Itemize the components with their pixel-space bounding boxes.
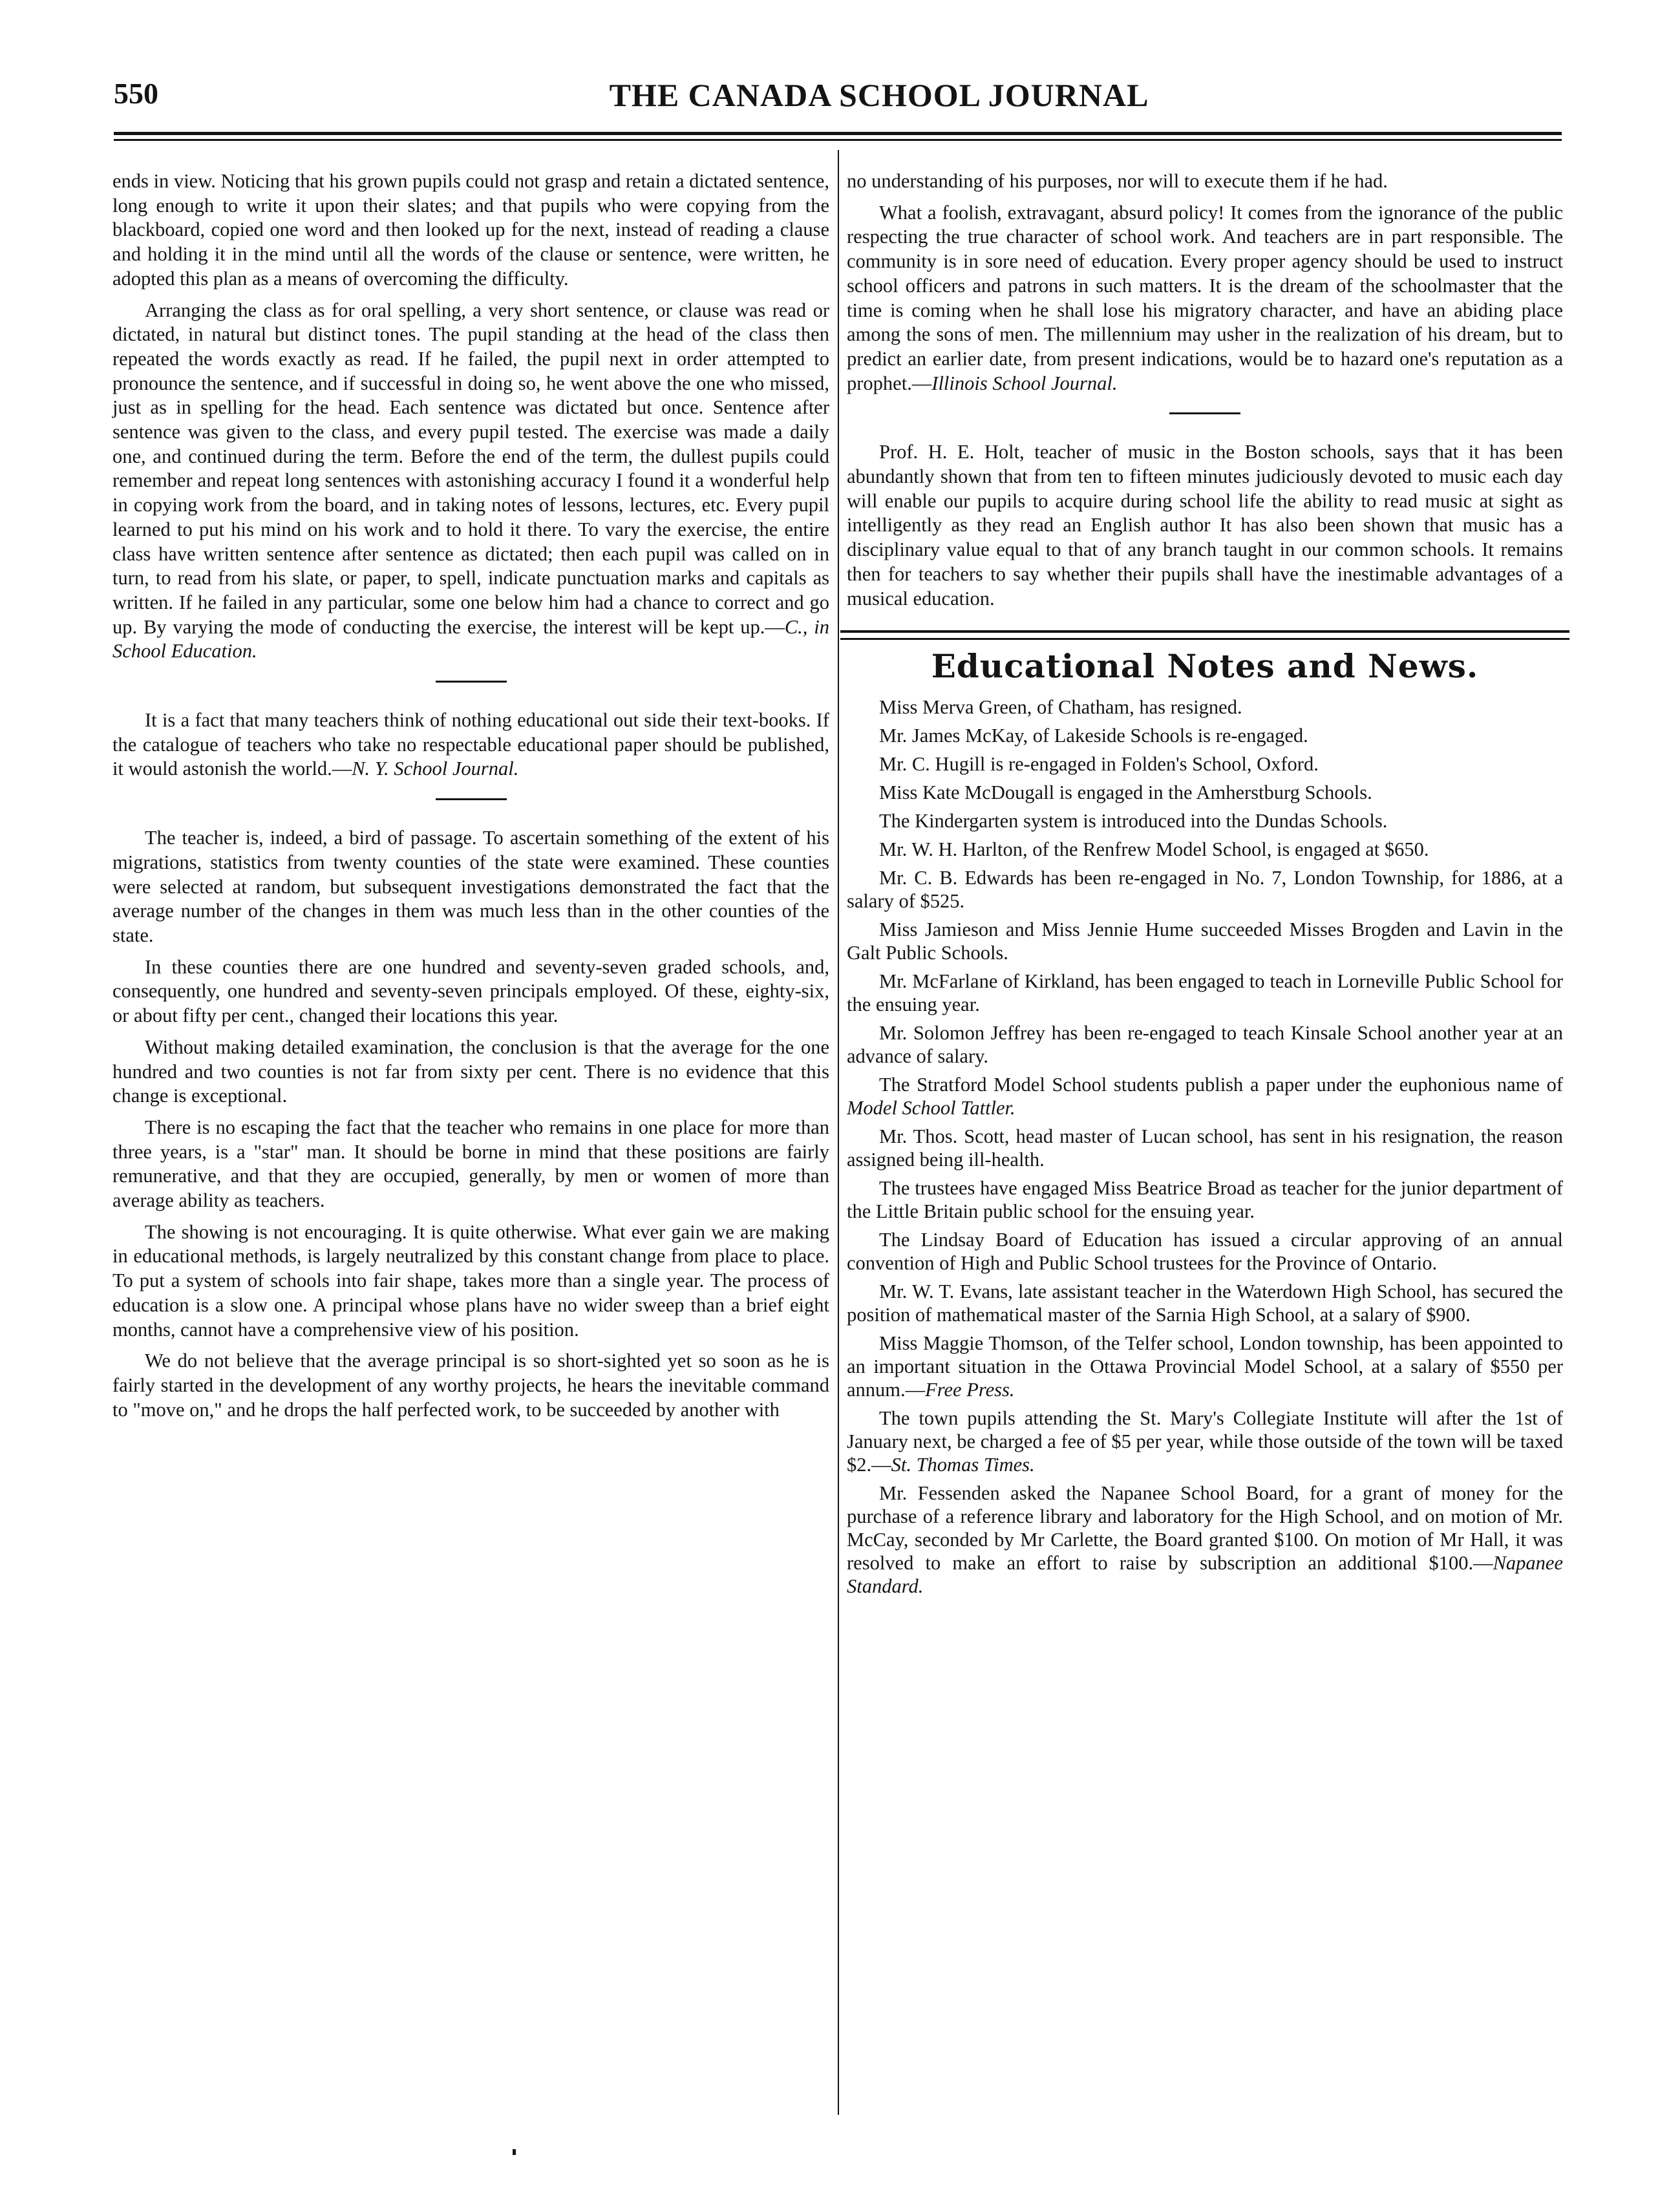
section-separator bbox=[436, 681, 507, 683]
news-item: Mr. C. Hugill is re-engaged in Folden's School, Oxford. bbox=[879, 752, 1319, 775]
right-paragraph-2: What a foolish, extravagant, absurd policy! It comes from the ignorance of the public respecting the true character of school work. And teachers are in part responsible. The community is in sore need of education. Every proper agency should be used to instruct school officers and patrons in such matters. It is the dream of the schoolmaster that the time is coming when he shall lose his migratory character, and have an abiding place among the sons of men. The millennium may usher in the realization of his dream, but to predict an earlier date, from present indications, would be to hazard one's reputation as a prophet.—Illinois School Journal. bbox=[847, 201, 1563, 394]
news-item: The Lindsay Board of Education has issued a circular approving of an annual convention of High and Public School trustees for the Province of Ontario. bbox=[847, 1228, 1563, 1274]
news-item: Mr. W. T. Evans, late assistant teacher in the Waterdown High School, has secured the position of mathematical master of the Sarnia High School, at a salary of $900. bbox=[847, 1280, 1563, 1326]
news-item: Mr. C. B. Edwards has been re-engaged in No. 7, London Township, for 1886, at a salary of $525. bbox=[847, 866, 1563, 912]
left-paragraph-5: In these counties there are one hundred and seventy-seven graded schools, and, consequently, one hundred and seventy-seven principals employed. Of these, eighty-six, or about fifty per cent., changed their locations this year. bbox=[112, 955, 829, 1027]
news-item: Miss Maggie Thomson, of the Telfer school, London township, has been appointed to an important situation in the Ottawa Provincial Model School, at a salary of $550 per annum.—Free Press. bbox=[847, 1332, 1563, 1401]
news-item: The town pupils attending the St. Mary's Collegiate Institute will after the 1st of January next, be charged a fee of $5 per year, while those outside of the town will be taxed $2.—St. Thomas Times. bbox=[847, 1406, 1563, 1476]
news-item: The Kindergarten system is introduced into the Dundas Schools. bbox=[879, 809, 1388, 832]
left-paragraph-7: There is no escaping the fact that the teacher who remains in one place for more than three years, is a "star" man. It should be borne in mind that these positions are fairly remunerative, and that they are occupied, generally, by men or women of more than average ability as teachers. bbox=[112, 1116, 829, 1212]
section-separator bbox=[436, 798, 507, 800]
left-column bbox=[112, 169, 829, 1429]
news-item: Mr. McFarlane of Kirkland, has been engaged to teach in Lorneville Public School for the ensuing year. bbox=[847, 970, 1563, 1015]
news-item: Miss Merva Green, of Chatham, has resigned. bbox=[879, 695, 1242, 718]
news-item: Miss Kate McDougall is engaged in the Amherstburg Schools. bbox=[879, 781, 1372, 803]
news-item: Mr. James McKay, of Lakeside Schools is re-engaged. bbox=[879, 724, 1308, 747]
source-credit: Napanee Standard. bbox=[847, 1551, 1563, 1597]
left-paragraph-1: ends in view. Noticing that his grown pupils could not grasp and retain a dictated sentence, long enough to write it upon their slates; and that pupils who were copying from the blackboard, copied one word and then looked up for the next, instead of reading a clause and holding it in the mind until all the words of the clause or sentence, were written, he adopted this plan as a means of overcoming the difficulty. bbox=[112, 170, 829, 290]
print-mark bbox=[513, 2149, 516, 2155]
news-item: Miss Jamieson and Miss Jennie Hume succeeded Misses Brogden and Lavin in the Galt Public Schools. bbox=[847, 918, 1563, 964]
running-title: THE CANADA SCHOOL JOURNAL bbox=[609, 77, 1149, 113]
source-credit: Illinois School Journal. bbox=[931, 372, 1118, 394]
left-paragraph-2: Arranging the class as for oral spelling, a very short sentence, or clause was read or dictated, in natural but distinct tones. The pupil standing at the head of the class then repeated the words exactly as read. If he failed, the pupil next in order attempted to pronounce the sentence, and if successful in doing so, he went above the one who missed, just as in spelling for the head. Each sentence was dictated but once. Sentence after sentence was given to the class, and every pupil tested. The exercise was made a daily one, and continued during the term. Before the end of the term, the dullest pupils could remember and repeat long sentences with astonishing accuracy I found it a wonderful help in copying work from the board, and in taking notes of lessons, lectures, etc. Every pupil learned to put his mind on his work and to hold it there. To vary the exercise, the entire class have written sentence after sentence as dictated; then each pupil was called on in turn, to read from his slate, or paper, to spell, indicate punctuation marks and capitals as written. If he failed in any particular, some one below him had a chance to correct and go up. By varying the mode of conducting the exercise, the interest will be kept up.—C., in School Education. bbox=[112, 299, 829, 663]
news-item: The Stratford Model School students publish a paper under the euphonious name of Model School Tattler. bbox=[847, 1073, 1563, 1119]
right-column bbox=[847, 169, 1563, 1603]
header-rule-bottom bbox=[114, 139, 1562, 141]
news-item: Mr. W. H. Harlton, of the Renfrew Model School, is engaged at $650. bbox=[879, 838, 1429, 860]
source-credit: St. Thomas Times. bbox=[891, 1453, 1035, 1476]
right-paragraph-3: Prof. H. E. Holt, teacher of music in the Boston schools, says that it has been abundantly shown that from ten to fifteen minutes judiciously devoted to music each day will enable our pupils to acquire during school life the ability to read music at sight as intelligently as they read an English author It has also been shown that music has a disciplinary value equal to that of any branch taught in our common schools. It remains then for teachers to say whether their pupils shall have the inestimable advantages of a musical education. bbox=[847, 441, 1563, 610]
news-list bbox=[847, 695, 1563, 1598]
left-paragraph-8: The showing is not encouraging. It is quite otherwise. What ever gain we are making in educational methods, is largely neutralized by this constant change from place to place. To put a system of schools into fair shape, takes more than a single year. The process of education is a slow one. A principal whose plans have no wider sweep than a brief eight months, cannot have a comprehensive view of his position. bbox=[112, 1220, 829, 1341]
page-number: 550 bbox=[114, 77, 158, 110]
double-rule bbox=[840, 630, 1569, 640]
news-item: Mr. Fessenden asked the Napanee School Board, for a grant of money for the purchase of a reference library and laboratory for the High School, and on motion of Mr. McCay, seconded by Mr Carlette, the Board granted $100. On motion of Mr Hall, it was resolved to make an effort to raise by subscription an additional $100.—Napanee Standard. bbox=[847, 1481, 1563, 1597]
section-separator bbox=[1169, 412, 1240, 414]
news-item: The trustees have engaged Miss Beatrice Broad as teacher for the junior department of the Little Britain public school for the ensuing year. bbox=[847, 1176, 1563, 1222]
source-credit: C., in School Education. bbox=[112, 615, 829, 663]
left-paragraph-4: The teacher is, indeed, a bird of passage. To ascertain something of the extent of his migrations, statistics from twenty counties of the state were examined. These counties were selected at random, but subsequent investigations demonstrated the fact that the average number of the changes in them was much less than in the other counties of the state. bbox=[112, 827, 829, 946]
left-paragraph-9: We do not believe that the average principal is so short-sighted yet so soon as he is fairly started in the development of any worthy projects, he hears the inevitable command to "move on," and he drops the half perfected work, to be succeeded by another with bbox=[112, 1350, 829, 1421]
column-divider bbox=[838, 150, 839, 2115]
paper-name: Model School Tattler. bbox=[847, 1096, 1015, 1119]
source-credit: Free Press. bbox=[925, 1378, 1015, 1401]
news-item: Mr. Thos. Scott, head master of Lucan school, has sent in his resignation, the reason assigned being ill-health. bbox=[847, 1125, 1563, 1171]
left-paragraph-6: Without making detailed examination, the conclusion is that the average for the one hundred and two counties is not far from sixty per cent. There is no evidence that this change is exceptional. bbox=[112, 1035, 829, 1107]
news-item: Mr. Solomon Jeffrey has been re-engaged to teach Kinsale School another year at an advance of salary. bbox=[847, 1021, 1563, 1067]
left-paragraph-3: It is a fact that many teachers think of nothing educational out side their text-books. If the catalogue of teachers who take no respectable educational paper should be published, it would astonish the world.—N. Y. School Journal. bbox=[112, 709, 829, 780]
right-paragraph-1: no understanding of his purposes, nor will to execute them if he had. bbox=[847, 170, 1388, 192]
news-heading: Educational Notes and News. bbox=[931, 647, 1479, 686]
source-credit: N. Y. School Journal. bbox=[352, 758, 519, 780]
header-rule-top bbox=[114, 132, 1562, 135]
